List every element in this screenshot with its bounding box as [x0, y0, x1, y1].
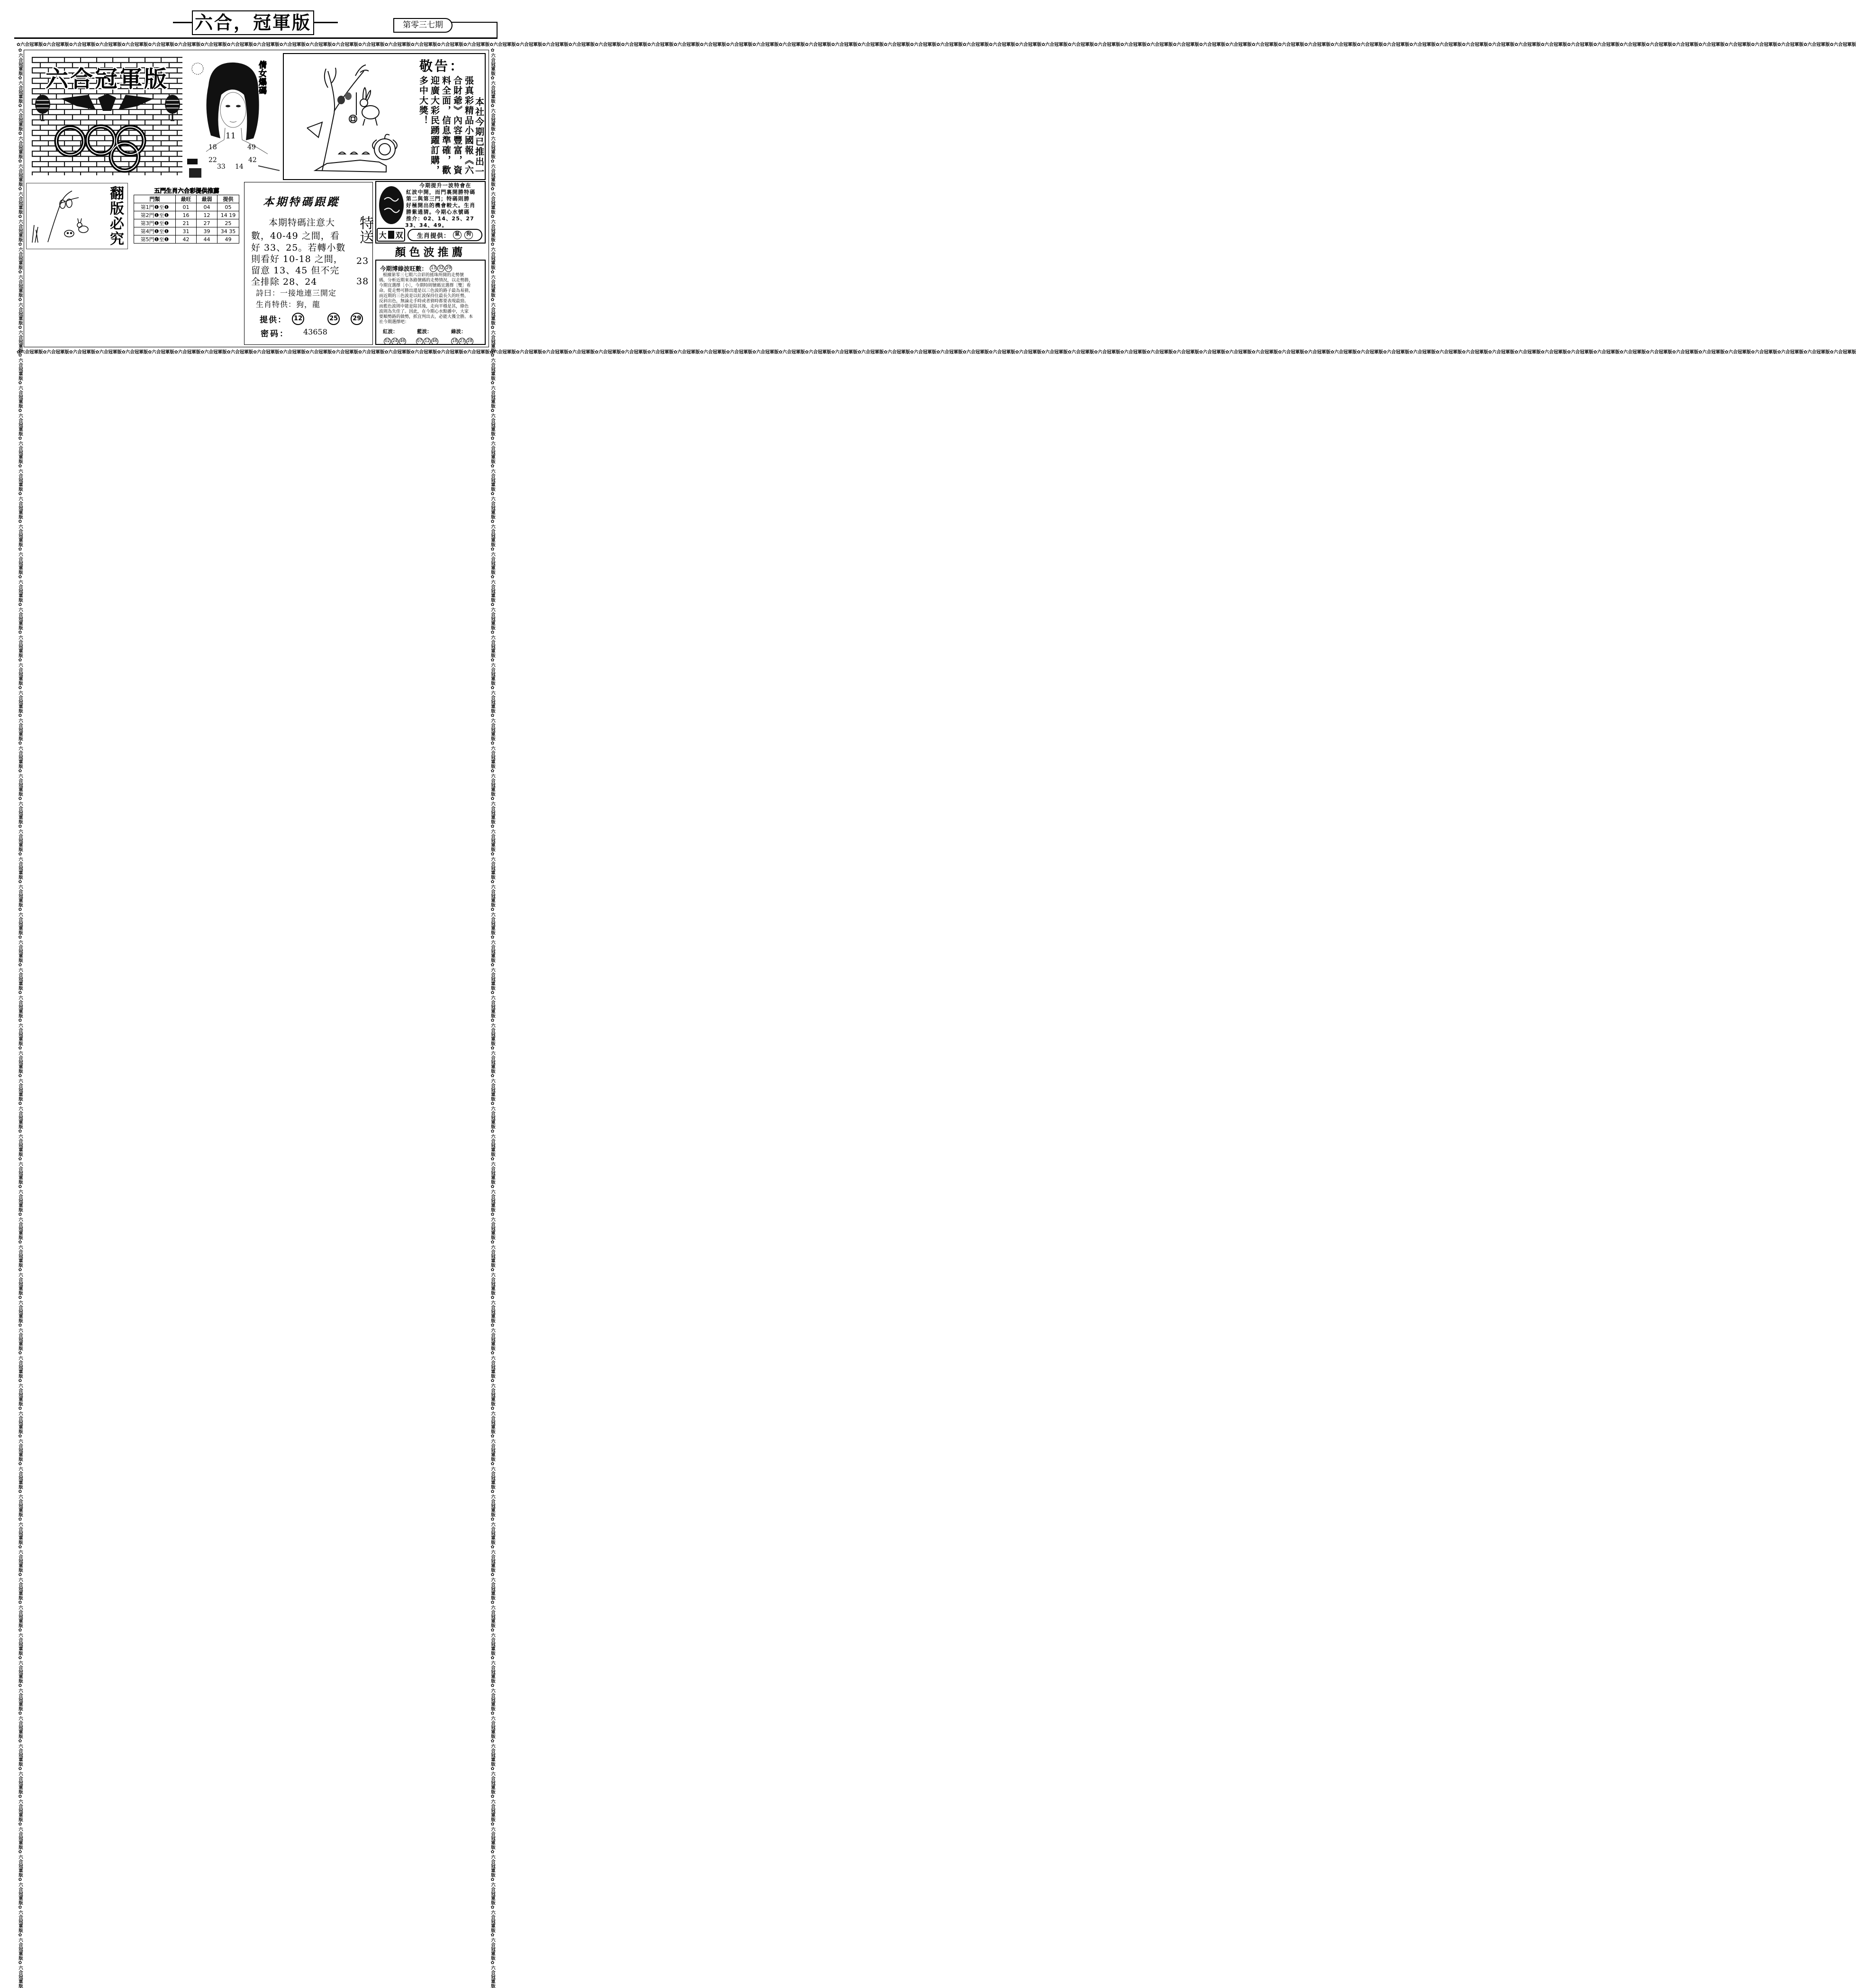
green-wave-numbers — [451, 335, 474, 345]
notice-column: 合財爺》內容豐富，資 — [452, 76, 462, 175]
analysis-line: 今期宜選擇［小］，今期特則號碼宜選擇［雙］看 — [379, 283, 471, 288]
hot-tip-line: 今期提升一波特會在 — [419, 182, 471, 189]
analysis-line: 根據第零三七期六合彩的搖珠所開的走勢號 — [383, 273, 464, 278]
provide-row — [260, 313, 363, 325]
photo-number: 49 — [247, 144, 256, 151]
photo-caption: 倩女爆碼 — [257, 61, 266, 95]
border-pattern-top: ✿六合冠軍版✿六合冠軍版✿六合冠軍版✿六合冠軍版✿六合冠軍版✿六合冠軍版✿六合冠軍版✿六合冠軍版✿六合冠軍版✿六合冠軍版✿六合冠軍版✿六合冠軍版✿六合冠軍版✿六合冠軍版✿六合冠軍版✿六合冠軍版✿六合冠軍版✿六合冠軍版✿六合冠軍版✿六合冠軍版✿六合冠軍版✿六合冠軍版✿六合冠軍版✿六合冠軍版✿六合冠軍版✿六合冠軍版✿六合冠軍版✿六合冠軍版✿六合冠軍版✿六合冠軍版✿六合冠軍版✿六合冠軍版✿六合冠軍版✿六合冠軍版✿六合冠軍版✿六合冠軍版✿六合冠軍版✿六合冠軍版✿六合冠軍版✿六合冠軍版✿六合冠軍版✿六合冠軍版✿六合冠軍版✿六合冠軍版✿六合冠軍版✿六合冠軍版✿六合冠軍版✿六合冠軍版✿六合冠軍版✿六合冠軍版✿六合冠軍版✿六合冠軍版✿六合冠軍版✿六合冠軍版✿六合冠軍版✿六合冠軍版✿六合冠軍版✿六合冠軍版✿六合冠軍版✿六合冠軍版✿六合冠軍版✿六合冠軍版✿六合冠軍版✿六合冠軍版✿六合冠軍版✿六合冠軍版✿六合冠軍版✿六合冠軍版✿六合冠軍版✿六合冠軍版 — [17, 42, 1856, 47]
column-header: 門類 — [134, 195, 176, 203]
zodiac-tip-label: 生肖提供： — [416, 232, 450, 240]
tracking-line: 數，40-49 之間，看 — [251, 231, 340, 241]
table-cell: 14 19 — [217, 211, 239, 219]
column-header: 最旺 — [176, 195, 197, 203]
zodiac-tip-item: 狗 — [464, 231, 473, 239]
table-cell: 第3門❶至❶ — [134, 219, 176, 227]
color-wave-headline — [380, 263, 453, 273]
wave-number: 28 — [466, 338, 473, 345]
notice-column: 本社今期已推出一 — [474, 97, 484, 177]
table-row — [134, 219, 239, 227]
table-cell: 25 — [217, 219, 239, 227]
hot-tip-line: 第二與第三門；特碼則勝 — [406, 196, 470, 202]
provide-number: 12 — [292, 313, 304, 325]
wave-number: 23 — [459, 338, 466, 345]
color-wave-headline-label: 今期博綠波旺數： — [380, 265, 428, 272]
table-cell: 21 — [176, 219, 197, 227]
special-send-number: 23 — [356, 256, 369, 266]
hot-tip-line: 好極開出的機會較大。生肖 — [406, 202, 476, 208]
zodiac-tip-item: 鼠 — [453, 231, 462, 239]
table-row — [134, 211, 239, 219]
special-send-label: 特送 — [357, 216, 373, 244]
zodiac-tip-box — [407, 229, 482, 241]
branch-fruit-illustration — [27, 183, 101, 248]
blue-wave-numbers — [416, 335, 439, 345]
green-wave-label: 綠波： — [451, 329, 466, 334]
photo-number: 18 — [208, 144, 217, 151]
table-cell: 第1門❶至❶ — [134, 203, 176, 211]
wave-number: 12 — [424, 338, 431, 345]
photo-number: 11 — [226, 131, 236, 141]
page-title: 六合，冠軍版 — [192, 10, 314, 35]
notice-column: 張真彩精品小國報《六 — [463, 76, 474, 175]
column-header: 最弱 — [197, 195, 217, 203]
color-wave-title: 顏色波推薦 — [395, 246, 466, 259]
provide-number: 29 — [351, 313, 363, 325]
header-rule-right-drop — [497, 22, 498, 39]
analysis-line: 反斜出色，無論走手時或者猜時都要表現最勁。 — [379, 299, 469, 304]
header-rule-bottom — [14, 37, 498, 39]
hot-tip-line: 紅波中開，而門裏開勝特碼 — [406, 189, 476, 195]
hot-tip-line: 33、34、49。 — [405, 222, 448, 228]
wave-number: 18 — [451, 338, 458, 345]
red-wave-label: 紅波： — [383, 329, 398, 334]
red-wave-numbers — [384, 335, 407, 345]
copyright-warning: 翻版必究 — [107, 186, 124, 246]
analysis-line: 命。從走勢可勝出還是以三色波的路子最為易猜， — [379, 289, 473, 293]
wave-number: 24 — [391, 338, 398, 345]
code-label: 密码： — [261, 329, 289, 339]
tracking-poem: 詩曰：一接地連三開定 — [256, 289, 337, 298]
header-rule-right — [314, 22, 338, 23]
hot-tip-line: 推介：02、14、25、27 — [406, 216, 475, 222]
table-cell: 49 — [217, 235, 239, 244]
table-cell: 16 — [176, 211, 197, 219]
provide-label: 提供： — [260, 315, 287, 325]
table-cell: 42 — [176, 235, 197, 244]
border-pattern-right: ✿六合冠軍版✿六合冠軍版✿六合冠軍版✿六合冠軍版✿六合冠軍版✿六合冠軍版✿六合冠軍版✿六合冠軍版✿六合冠軍版✿六合冠軍版✿六合冠軍版✿六合冠軍版✿六合冠軍版✿六合冠軍版✿六合冠軍版✿六合冠軍版✿六合冠軍版✿六合冠軍版✿六合冠軍版✿六合冠軍版✿六合冠軍版✿六合冠軍版✿六合冠軍版✿六合冠軍版✿六合冠軍版✿六合冠軍版✿六合冠軍版✿六合冠軍版✿六合冠軍版✿六合冠軍版✿六合冠軍版✿六合冠軍版✿六合冠軍版✿六合冠軍版✿六合冠軍版✿六合冠軍版✿六合冠軍版✿六合冠軍版✿六合冠軍版✿六合冠軍版✿六合冠軍版✿六合冠軍版✿六合冠軍版✿六合冠軍版✿六合冠軍版✿六合冠軍版✿六合冠軍版✿六合冠軍版✿六合冠軍版✿六合冠軍版✿六合冠軍版✿六合冠軍版✿六合冠軍版✿六合冠軍版✿六合冠軍版✿六合冠軍版✿六合冠軍版✿六合冠軍版✿六合冠軍版✿六合冠軍版✿六合冠軍版✿六合冠軍版✿六合冠軍版✿六合冠軍版✿六合冠軍版✿六合冠軍版✿六合冠軍版✿六合冠軍版✿六合冠軍版✿六合冠軍版 — [490, 48, 495, 1988]
table-cell: 第5門❶至❶ — [134, 235, 176, 244]
wave-number: 02 — [384, 338, 391, 345]
table-cell: 12 — [197, 211, 217, 219]
photo-number: 22 — [208, 156, 217, 164]
analysis-line: 社今期選擇吧： — [379, 320, 409, 325]
table-row — [134, 235, 239, 244]
wave-number: 46 — [399, 338, 406, 345]
notice-column: 料全面，信息準確，歡 — [441, 76, 451, 175]
issue-number: 第零三七期 — [393, 18, 453, 33]
notice-title: 敬告： — [419, 58, 465, 74]
ink-blot — [388, 231, 394, 239]
tracking-line: 好 33、25。若轉小數 — [251, 243, 346, 253]
notice-column: 迎廣大彩民踴躍訂購， — [429, 76, 440, 175]
tracking-title: 本期特碼跟蹤 — [263, 196, 340, 208]
table-cell: 04 — [197, 203, 217, 211]
table-row — [134, 203, 239, 211]
parity-even: 双 — [395, 231, 403, 240]
header-rule-issue — [452, 22, 498, 23]
size-big: 大 — [379, 231, 387, 240]
banner-title: 六合冠軍版 — [45, 66, 169, 92]
woman-photo — [187, 57, 282, 180]
table-banner: 五門生肖六合彩提供推薦 — [154, 187, 219, 194]
analysis-line: 波則為失佳了。因此，在今期心水點播中，大家 — [379, 309, 469, 314]
analysis-line: 要順勢路的做勢，抓宜判出去，必能大獲全勝。本 — [379, 315, 473, 319]
table-cell: 34 35 — [217, 227, 239, 235]
number-group-table — [134, 195, 239, 244]
photo-number: 14 — [235, 163, 244, 171]
size-parity-box — [377, 228, 405, 242]
photo-number: 33 — [217, 163, 226, 171]
wave-number: 46 — [431, 338, 438, 345]
tracking-line: 本期特碼注意大 — [269, 217, 335, 228]
tracking-zodiac: 生肖特供：狗，龍 — [256, 300, 321, 309]
code-value: 43658 — [303, 327, 327, 336]
provide-number: 25 — [327, 313, 340, 325]
table-header-row — [134, 195, 239, 203]
table-cell: 44 — [197, 235, 217, 244]
table-cell: 31 — [176, 227, 197, 235]
table-cell: 05 — [217, 203, 239, 211]
table-cell: 39 — [197, 227, 217, 235]
table-cell: 01 — [176, 203, 197, 211]
header-rule-left — [173, 22, 192, 23]
special-send-number: 38 — [356, 276, 369, 287]
hot-tip-line: 勝紫通猜。今期心水號碼 — [406, 209, 470, 215]
logo-emblem-icon — [379, 185, 404, 225]
headline-number: 32 — [437, 265, 444, 272]
wave-number: 07 — [416, 338, 423, 345]
analysis-line: 而藍色波則中能是陪其後，走向平穩是其，綠色 — [379, 304, 469, 309]
tree-rabbit-illustration — [284, 54, 405, 179]
notice-column: 多中大獎！ — [418, 76, 428, 126]
table-cell: 27 — [197, 219, 217, 227]
analysis-line: 而近期的三色波是以紅波保持住最長久的旺勢， — [379, 294, 469, 298]
border-pattern-left: ✿六合冠軍版✿六合冠軍版✿六合冠軍版✿六合冠軍版✿六合冠軍版✿六合冠軍版✿六合冠軍版✿六合冠軍版✿六合冠軍版✿六合冠軍版✿六合冠軍版✿六合冠軍版✿六合冠軍版✿六合冠軍版✿六合冠軍版✿六合冠軍版✿六合冠軍版✿六合冠軍版✿六合冠軍版✿六合冠軍版✿六合冠軍版✿六合冠軍版✿六合冠軍版✿六合冠軍版✿六合冠軍版✿六合冠軍版✿六合冠軍版✿六合冠軍版✿六合冠軍版✿六合冠軍版✿六合冠軍版✿六合冠軍版✿六合冠軍版✿六合冠軍版✿六合冠軍版✿六合冠軍版✿六合冠軍版✿六合冠軍版✿六合冠軍版✿六合冠軍版✿六合冠軍版✿六合冠軍版✿六合冠軍版✿六合冠軍版✿六合冠軍版✿六合冠軍版✿六合冠軍版✿六合冠軍版✿六合冠軍版✿六合冠軍版✿六合冠軍版✿六合冠軍版✿六合冠軍版✿六合冠軍版✿六合冠軍版✿六合冠軍版✿六合冠軍版✿六合冠軍版✿六合冠軍版✿六合冠軍版✿六合冠軍版✿六合冠軍版✿六合冠軍版✿六合冠軍版✿六合冠軍版✿六合冠軍版✿六合冠軍版✿六合冠軍版✿六合冠軍版✿六合冠軍版 — [18, 48, 23, 1988]
table-cell: 第2門❶至❶ — [134, 211, 176, 219]
photo-number: 42 — [248, 156, 257, 164]
headline-number: 29 — [445, 265, 452, 272]
tracking-line: 則看好 10-18 之間， — [251, 254, 343, 264]
border-pattern-bottom: ✿六合冠軍版✿六合冠軍版✿六合冠軍版✿六合冠軍版✿六合冠軍版✿六合冠軍版✿六合冠軍版✿六合冠軍版✿六合冠軍版✿六合冠軍版✿六合冠軍版✿六合冠軍版✿六合冠軍版✿六合冠軍版✿六合冠軍版✿六合冠軍版✿六合冠軍版✿六合冠軍版✿六合冠軍版✿六合冠軍版✿六合冠軍版✿六合冠軍版✿六合冠軍版✿六合冠軍版✿六合冠軍版✿六合冠軍版✿六合冠軍版✿六合冠軍版✿六合冠軍版✿六合冠軍版✿六合冠軍版✿六合冠軍版✿六合冠軍版✿六合冠軍版✿六合冠軍版✿六合冠軍版✿六合冠軍版✿六合冠軍版✿六合冠軍版✿六合冠軍版✿六合冠軍版✿六合冠軍版✿六合冠軍版✿六合冠軍版✿六合冠軍版✿六合冠軍版✿六合冠軍版✿六合冠軍版✿六合冠軍版✿六合冠軍版✿六合冠軍版✿六合冠軍版✿六合冠軍版✿六合冠軍版✿六合冠軍版✿六合冠軍版✿六合冠軍版✿六合冠軍版✿六合冠軍版✿六合冠軍版✿六合冠軍版✿六合冠軍版✿六合冠軍版✿六合冠軍版✿六合冠軍版✿六合冠軍版✿六合冠軍版✿六合冠軍版✿六合冠軍版✿六合冠軍版 — [17, 350, 1856, 355]
tracking-line: 全排除 28、24 — [251, 277, 317, 287]
column-header: 提供 — [217, 195, 239, 203]
table-row — [134, 227, 239, 235]
tracking-line: 留意 13、45 但不完 — [251, 265, 340, 276]
table-cell: 第4門❶至❶ — [134, 227, 176, 235]
analysis-line: 碼，分析近期來各路號碼的走勢情況，以走勢勝， — [379, 278, 473, 283]
headline-number: 13 — [430, 265, 437, 272]
blue-wave-label: 藍波： — [417, 329, 432, 334]
